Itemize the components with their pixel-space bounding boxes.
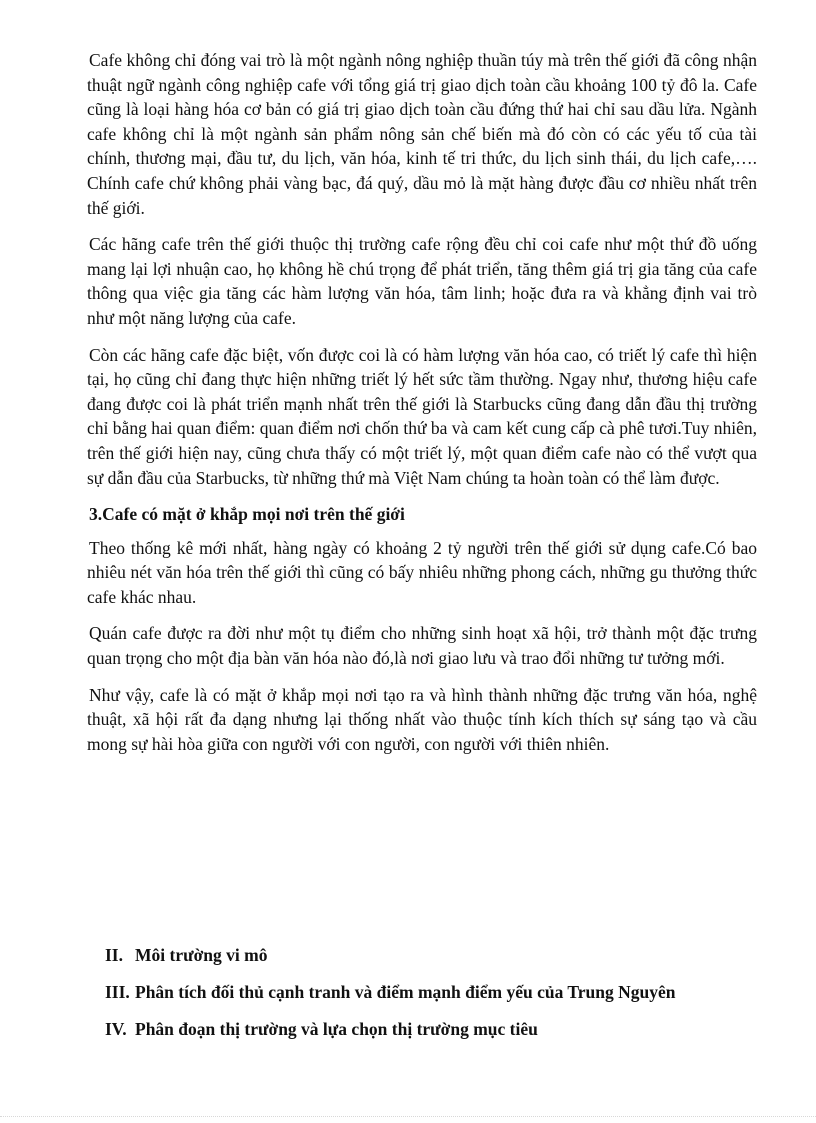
paragraph: Các hãng cafe trên thế giới thuộc thị trường cafe rộng đều chỉ coi cafe như một thứ đồ uống mang lại lợi nhuận cao, họ không hề chú trọng để phát triển, tăng thêm giá trị gia tăng của cafe thông qua việc gia tăng các hàm lượng văn hóa, tâm linh; hoặc đưa ra và khẳng định vai trò như một năng lượng của cafe.: [87, 234, 757, 328]
paragraph: Còn các hãng cafe đặc biệt, vốn được coi là có hàm lượng văn hóa cao, có triết lý cafe thì hiện tại, họ cũng chỉ đang thực hiện những triết lý hết sức tầm thường. Ngay như, thương hiệu cafe đang được coi là phát triển mạnh nhất trên thế giới là Starbucks cũng đang dẫn đầu thị trường chỉ bằng hai quan điểm: quan điểm nơi chốn thứ ba và cam kết cung cấp cà phê tươi.Tuy nhiên, trên thế giới hiện nay, cũng chưa thấy có một triết lý, một quan điểm cafe nào có thể vượt qua sự dẫn đầu của Starbucks, từ những thứ mà Việt Nam chúng ta hoàn toàn có thể làm được.: [87, 344, 757, 488]
outline-title: Phân đoạn thị trường và lựa chọn thị trường mục tiêu: [135, 1019, 538, 1039]
outline-title: Môi trường vi mô: [135, 945, 268, 965]
outline-number: IV.: [105, 1019, 127, 1039]
outline-title: Phân tích đối thủ cạnh tranh và điểm mạnh điểm yếu của Trung Nguyên: [135, 982, 676, 1002]
outline-number: III.: [105, 982, 130, 1002]
outline-item: [82, 945, 782, 971]
paragraph: Như vậy, cafe là có mặt ở khắp mọi nơi tạo ra và hình thành những đặc trưng văn hóa, nghệ thuật, xã hội rất đa dạng nhưng lại thống nhất vào thuộc tính kích thích sự sáng tạo và cầu mong sự hài hòa giữa con người với con người, con người với thiên nhiên.: [87, 684, 757, 754]
outline-item: [82, 1019, 782, 1045]
paragraph: Cafe không chỉ đóng vai trò là một ngành nông nghiệp thuần túy mà trên thế giới đã công nhận thuật ngữ ngành công nghiệp cafe với tổng giá trị giao dịch toàn cầu khoảng 100 tỷ đô la. Cafe cũng là loại hàng hóa cơ bản có giá trị giao dịch toàn cầu đứng thứ hai chỉ sau dầu lửa. Ngành cafe không chỉ là một ngành sản phẩm nông sản chế biến mà đó còn có các yếu tố của tài chính, thương mại, đầu tư, du lịch, văn hóa, kinh tế tri thức, du lịch sinh thái, du lịch cafe,…. Chính cafe chứ không phải vàng bạc, đá quý, dầu mỏ là mặt hàng được đầu cơ nhiều nhất trên thế giới.: [87, 50, 757, 218]
outline-number: II.: [105, 945, 123, 965]
body-text: [87, 48, 757, 768]
section-heading: 3.Cafe có mặt ở khắp mọi nơi trên thế giới: [89, 504, 405, 525]
paragraph: Theo thống kê mới nhất, hàng ngày có khoảng 2 tỷ người trên thế giới sử dụng cafe.Có bao nhiêu nét văn hóa trên thế giới thì cũng có bấy nhiêu những phong cách, những gu thưởng thức cafe khác nhau.: [87, 537, 757, 607]
outline-list: [82, 945, 782, 1056]
paragraph: Quán cafe được ra đời như một tụ điểm cho những sinh hoạt xã hội, trở thành một đặc trưng quan trọng cho một địa bàn văn hóa nào đó,là nơi giao lưu và trao đổi những tư tưởng mới.: [87, 623, 757, 669]
outline-item: [82, 982, 782, 1008]
page-bottom-divider: [0, 1116, 816, 1117]
